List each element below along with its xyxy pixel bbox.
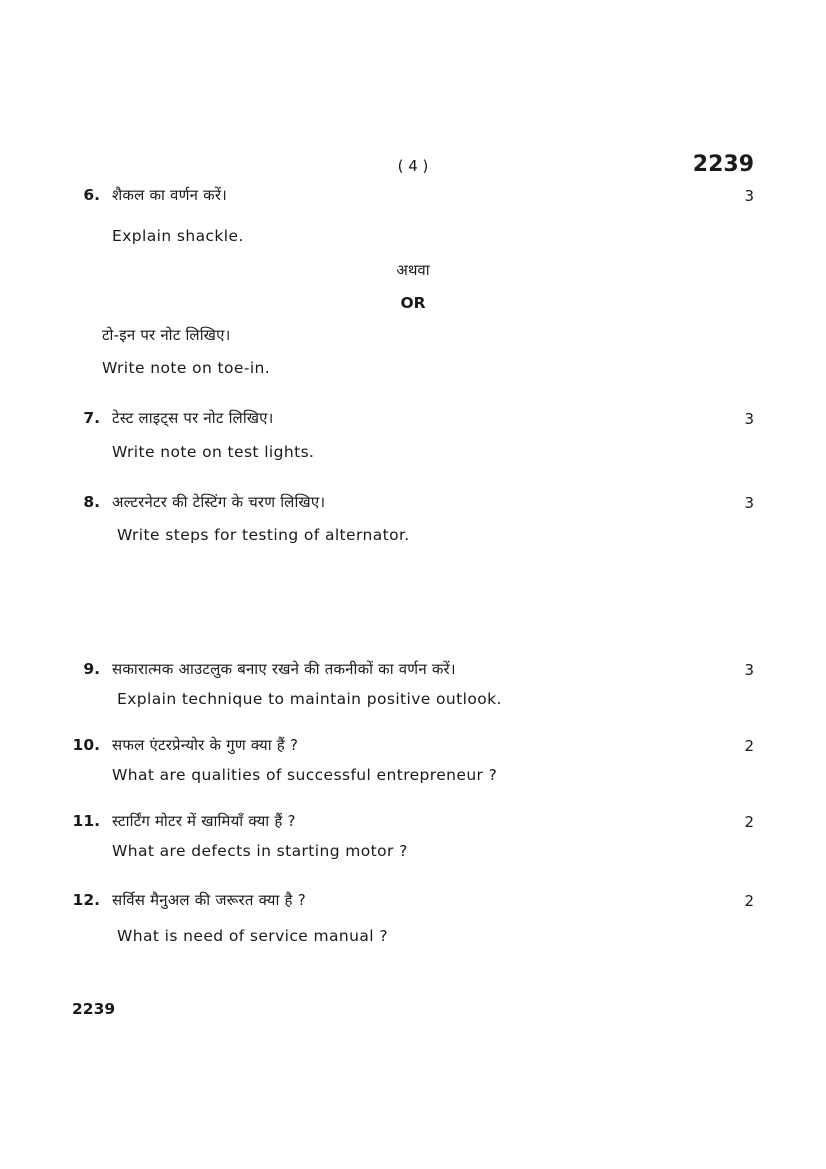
question-text-english: Explain technique to maintain positive outlook. [117,690,502,708]
question-number: 12. [72,891,100,909]
alternative-text-hindi: टो-इन पर नोट लिखिए। [102,326,231,344]
footer-paper-code: 2239 [72,1000,116,1018]
question-marks: 3 [744,494,754,512]
question-marks: 3 [744,410,754,428]
question-number: 8. [83,493,100,511]
question-marks: 2 [744,892,754,910]
question-text-english: What are defects in starting motor ? [112,842,408,860]
alternative-text-english: Write note on toe-in. [102,359,271,377]
question-number: 10. [72,736,100,754]
page-number: ( 4 ) [397,157,429,175]
question-text-english: Write steps for testing of alternator. [117,526,410,544]
question-marks: 2 [744,813,754,831]
question-text-hindi: शैकल का वर्णन करें। [112,186,228,204]
or-separator-english: OR [400,294,426,312]
question-text-hindi: सकारात्मक आउटलुक बनाए रखने की तकनीकों का वर्णन करें। [112,660,456,678]
question-marks: 3 [744,661,754,679]
question-number: 6. [83,186,100,204]
question-number: 11. [72,812,100,830]
question-text-english: Write note on test lights. [112,443,315,461]
question-text-hindi: सर्विस मैनुअल की जरूरत क्या है ? [112,891,306,909]
question-text-hindi: स्टार्टिंग मोटर में खामियाँ क्या हैं ? [112,812,296,830]
question-marks: 3 [744,187,754,205]
question-text-hindi: अल्टरनेटर की टेस्टिंग के चरण लिखिए। [112,493,326,511]
paper-code: 2239 [692,152,754,177]
question-text-english: What is need of service manual ? [117,927,388,945]
question-text-hindi: सफल एंटरप्रेन्योर के गुण क्या हैं ? [112,736,299,754]
question-text-english: What are qualities of successful entrepreneur ? [112,766,498,784]
or-separator-hindi: अथवा [396,261,430,279]
question-number: 7. [83,409,100,427]
question-number: 9. [83,660,100,678]
question-text-hindi: टेस्ट लाइट्स पर नोट लिखिए। [112,409,274,427]
question-text-english: Explain shackle. [112,227,244,245]
question-marks: 2 [744,737,754,755]
